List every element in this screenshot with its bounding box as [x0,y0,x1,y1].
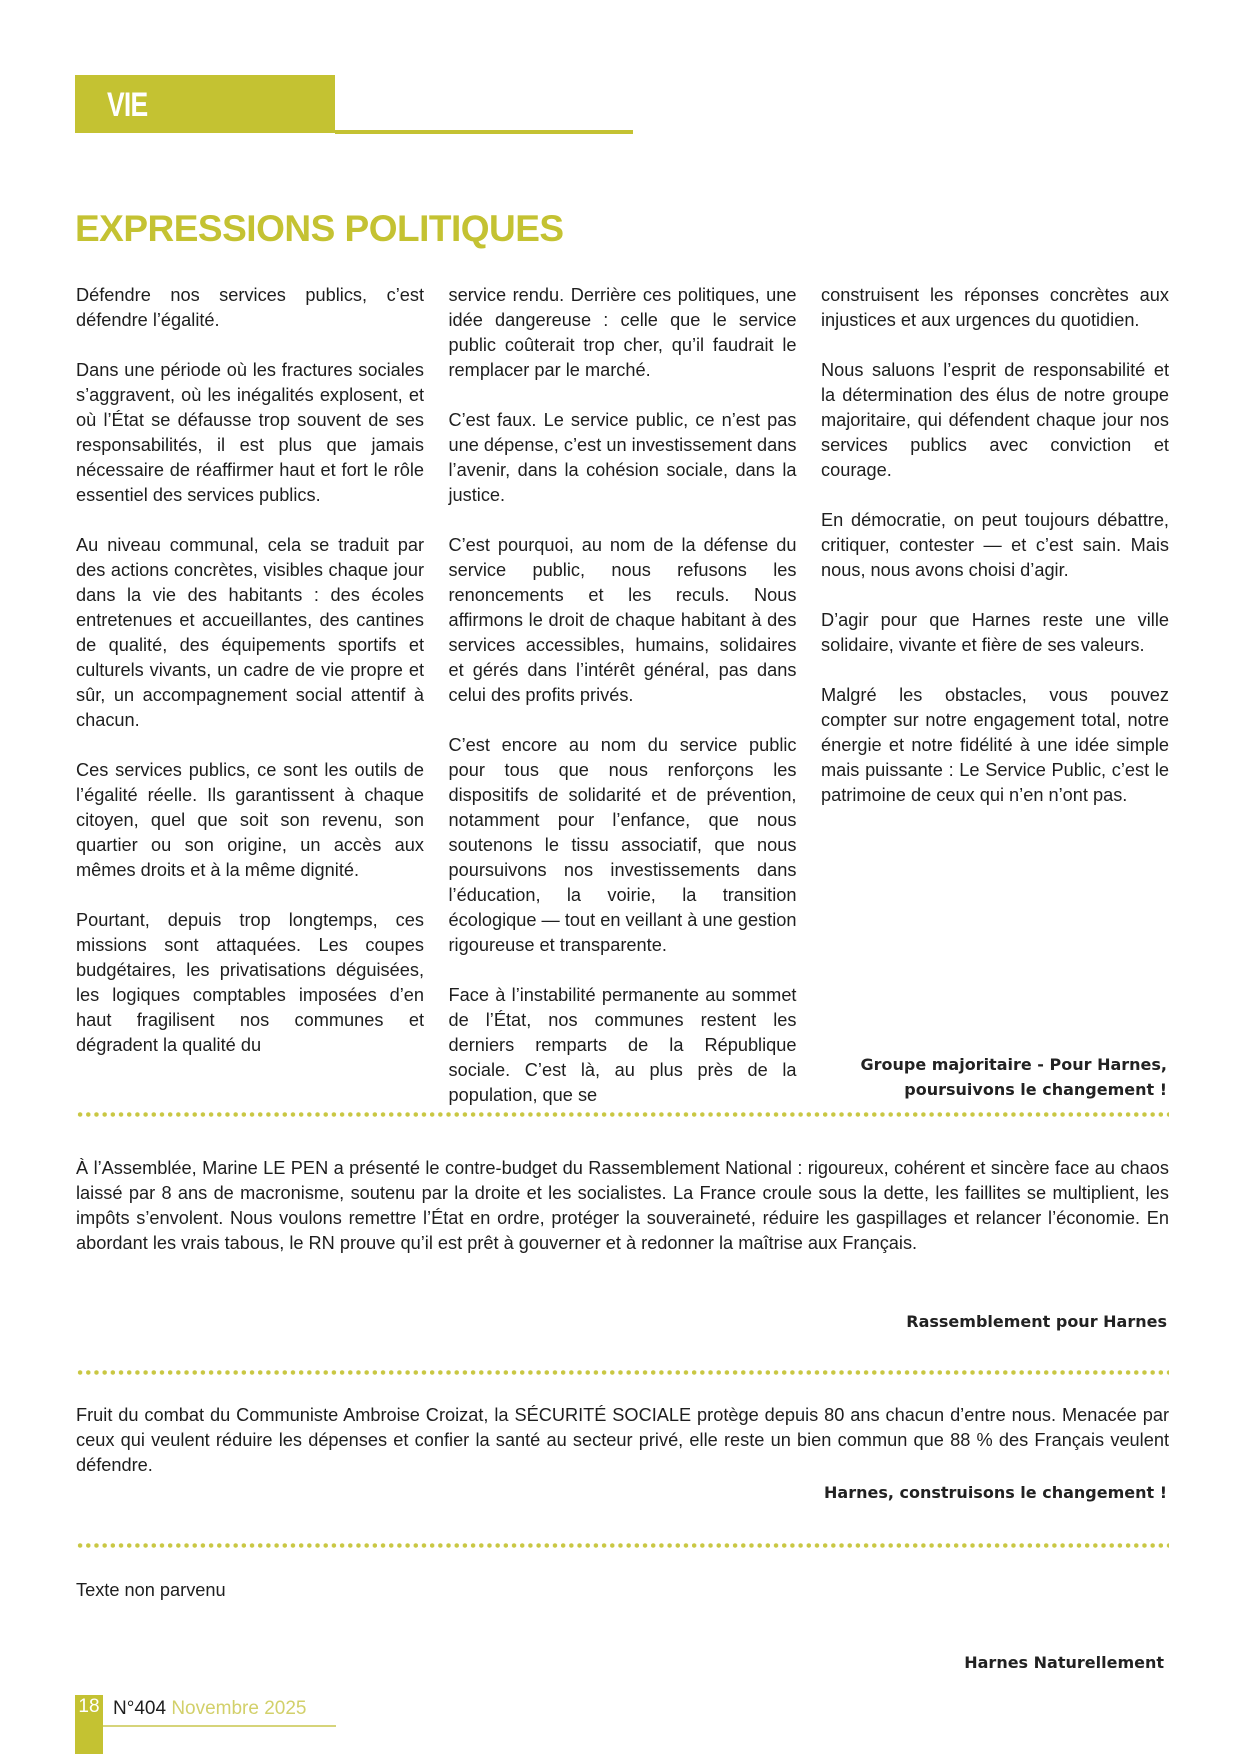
dotted-separator [76,1543,1169,1548]
paragraph: Pourtant, depuis trop longtemps, ces missions sont attaquées. Les coupes budgétaires, les privatisations déguisées, les logiques comptables imposées d’en haut fragilisent nos communes et dégradent la qualité du [76,910,424,1055]
paragraph: Au niveau communal, cela se traduit par des actions concrètes, visibles chaque jour dans la vie des habitants : des écoles entretenues et accueillantes, des cantines de qualité, des équipements sportifs et culturels vivants, un cadre de vie propre et sûr, un accompagnement social attentif à chacun. [76,535,424,730]
paragraph: D’agir pour que Harnes reste une ville solidaire, vivante et fière de ses valeurs. [821,610,1169,655]
issue-number: N°404 [113,1698,167,1719]
pc-signature: Harnes, construisons le changement ! [824,1483,1167,1502]
majority-signature [827,1052,1167,1102]
paragraph: service rendu. Derrière ces politiques, une idée dangereuse : celle que le service public coûterait trop cher, qu’il faudrait le remplacer par le marché. [448,285,797,380]
column-3 [821,283,1169,1108]
hn-group-text: Texte non parvenu [76,1580,226,1600]
column-2 [449,283,797,1108]
majority-group-columns [76,283,1169,1108]
footer-issue [113,1696,307,1722]
hn-signature: Harnes Naturellement [964,1653,1164,1672]
dotted-separator [76,1112,1169,1117]
paragraph: Face à l’instabilité permanente au sommet de l’État, nos communes restent les derniers remparts de la République sociale. C’est là, au plus près de la population, que se [448,985,797,1105]
paragraph: En démocratie, on peut toujours débattre, critiquer, contester — et c’est sain. Mais nous, nous avons choisi d’agir. [821,510,1169,580]
column-1 [76,283,424,1108]
paragraph: Ces services publics, ce sont les outils de l’égalité réelle. Ils garantissent à chaque citoyen, quel que soit son revenu, son quartier ou son origine, un accès aux mêmes droits et à la même dignité. [76,760,424,880]
page-number: 18 [78,1696,100,1717]
banner-rule [335,130,633,134]
section-banner [75,75,335,168]
dotted-separator [76,1370,1169,1375]
signature-line: Groupe majoritaire - Pour Harnes, [860,1055,1167,1074]
paragraph: C’est encore au nom du service public pour tous que nous renforçons les dispositifs de solidarité et de prévention, notamment pour l’enfance, que nous soutenons le tissu associatif, que nous poursuivons nos investissements dans l’éducation, la voirie, la transition écologique — tout en veillant à une gestion rigoureuse et transparente. [448,735,797,955]
paragraph: Malgré les obstacles, vous pouvez compter sur notre engagement total, notre énergie et notre fidélité à une idée simple mais puissante : Le Service Public, c’est le patrimoine de ceux qui n’en n’ont pas. [821,685,1169,805]
paragraph: C’est faux. Le service public, ce n’est pas une dépense, c’est un investissement dans l’avenir, dans la cohésion sociale, dans la justice. [448,410,797,505]
paragraph: Nous saluons l’esprit de responsabilité et la détermination des élus de notre groupe majoritaire, qui défendent chaque jour nos services publics avec conviction et courage. [821,360,1169,480]
paragraph: construisent les réponses concrètes aux injustices et aux urgences du quotidien. [821,285,1169,330]
page-title: EXPRESSIONS POLITIQUES [75,208,564,249]
footer-rule [103,1725,336,1727]
signature-line: poursuivons le changement ! [904,1080,1167,1099]
issue-date: Novembre 2025 [171,1698,307,1719]
rn-signature: Rassemblement pour Harnes [906,1312,1167,1331]
paragraph: Dans une période où les fractures sociales s’aggravent, où les inégalités explosent, et où l’État se défausse trop souvent de ses responsabilités, il est plus que jamais nécessaire de réaffirmer haut et fort le rôle essentiel des services publics. [76,360,424,505]
rn-group-text: À l’Assemblée, Marine LE PEN a présenté le contre-budget du Rassemblement National : rigoureux, cohérent et sincère face au chaos laissé par 8 ans de macronisme, soutenu par la droite et les socialistes. La France croule sous la dette, les faillites se multiplient, les impôts s’envolent. Nous voulons remettre l’État en ordre, protéger la souveraineté, réduire les gaspillages et relancer l’économie. En abordant les vrais tabous, le RN prouve qu’il est prêt à gouverner et à redonner la maîtrise aux Français. [76,1158,1169,1253]
section-label: VIE MUNICIPALE [107,86,263,168]
paragraph: Défendre nos services publics, c’est défendre l’égalité. [76,285,424,330]
paragraph: C’est pourquoi, au nom de la défense du service public, nous refusons les renoncements et les reculs. Nous affirmons le droit de chaque habitant à des services accessibles, humains, solidaires et gérés dans l’intérêt général, pas dans celui des profits privés. [448,535,797,705]
pc-group-text: Fruit du combat du Communiste Ambroise Croizat, la SÉCURITÉ SOCIALE protège depuis 80 ans chacun d’entre nous. Menacée par ceux qui veulent réduire les dépenses et confier la santé au secteur privé, elle reste un bien commun que 88 % des Français veulent défendre. [76,1405,1169,1475]
